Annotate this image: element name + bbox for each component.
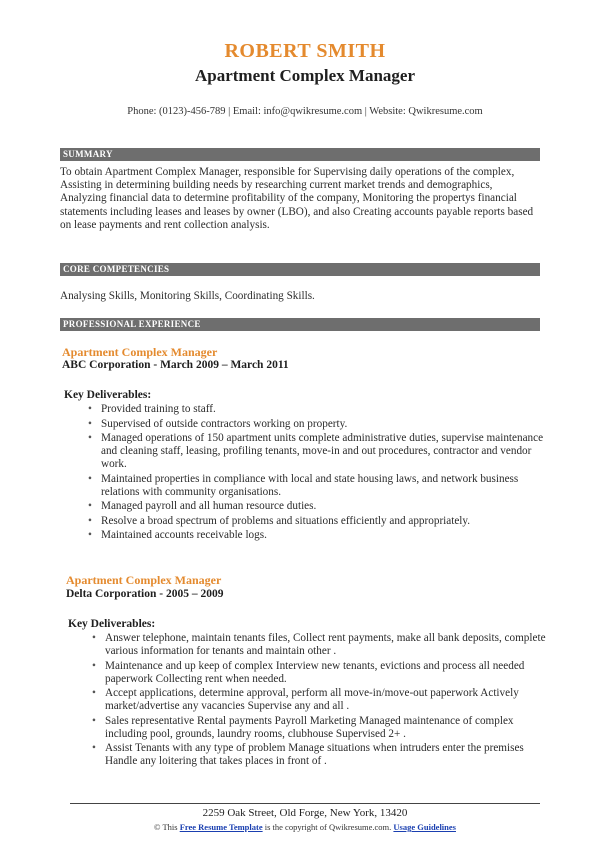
contact-line: Phone: (0123)-456-789 | Email: info@qwikresume.com | Website: Qwikresume.com	[127, 106, 483, 117]
summary-text: To obtain Apartment Complex Manager, responsible for Supervising daily operations of the complex, Assisting in determining building needs by researching current market trends and demographics, Analyzing financial data to determine profitability of the company, Monitoring the propertys financial statements including leases and leases by owner (LBO), and also Creating accounts payable reports based on lease payments and rent collection analysis.	[60, 166, 534, 231]
job-2-company: Delta Corporation - 2005 – 2009	[66, 588, 224, 600]
footer-address: 2259 Oak Street, Old Forge, New York, 13420	[202, 807, 408, 819]
list-item: • Accept applications, determine approval, perform all move-in/move-out paperwork Actively market/advertise any vacancies Supervise any and all .	[90, 687, 550, 713]
summary-heading: SUMMARY	[60, 148, 540, 161]
job-1-deliverables-label: Key Deliverables:	[64, 389, 152, 401]
list-item: • Managed payroll and all human resource duties.	[86, 500, 550, 513]
list-item: • Maintenance and up keep of complex Interview new tenants, evictions and process all needed paperwork Collecting rent when needed.	[90, 660, 550, 686]
job-2-title: Apartment Complex Manager	[66, 573, 222, 587]
candidate-name: ROBERT SMITH	[224, 40, 386, 62]
list-item: • Resolve a broad spectrum of problems and situations efficiently and appropriately.	[86, 515, 550, 528]
list-item: • Managed operations of 150 apartment units complete administrative duties, supervise maintenance and cleaning staff, leasing, profiling tenants, move-in and out procedures, contractor and vendor work.	[86, 432, 550, 471]
copyright-middle: is the copyright of Qwikresume.com.	[264, 822, 392, 832]
job-1-deliverables-list	[86, 403, 550, 544]
core-competencies-heading: CORE COMPETENCIES	[60, 263, 540, 276]
usage-guidelines-link[interactable]: Usage Guidelines	[393, 822, 456, 832]
list-item: • Supervised of outside contractors working on property.	[86, 418, 550, 431]
list-item: • Maintained accounts receivable logs.	[86, 529, 550, 542]
list-item: • Answer telephone, maintain tenants files, Collect rent payments, make all bank deposits, complete various information for tenants and maintain other .	[90, 632, 550, 658]
list-item: • Maintained properties in compliance with local and state housing laws, and network business relations with community organisations.	[86, 473, 550, 499]
job-2-deliverables-list	[90, 632, 550, 770]
list-item: • Sales representative Rental payments Payroll Marketing Managed maintenance of complex including pool, grounds, laundry rooms, clubhouse Supervised 2+ .	[90, 715, 550, 741]
footer-divider	[70, 803, 540, 804]
list-item: • Assist Tenants with any type of problem Manage situations when intruders enter the premises Handle any loitering that takes places in front of .	[90, 742, 550, 768]
footer-copyright	[0, 822, 610, 832]
list-item: • Provided training to staff.	[86, 403, 550, 416]
job-1-company: ABC Corporation - March 2009 – March 2011	[62, 359, 289, 371]
job-1-title: Apartment Complex Manager	[62, 345, 218, 359]
free-resume-template-link[interactable]: Free Resume Template	[179, 822, 263, 832]
copyright-prefix: © This	[154, 822, 178, 832]
core-competencies-text: Analysing Skills, Monitoring Skills, Coordinating Skills.	[60, 290, 315, 302]
job-2-deliverables-label: Key Deliverables:	[68, 618, 156, 630]
professional-experience-heading: PROFESSIONAL EXPERIENCE	[60, 318, 540, 331]
candidate-title: Apartment Complex Manager	[194, 66, 415, 85]
